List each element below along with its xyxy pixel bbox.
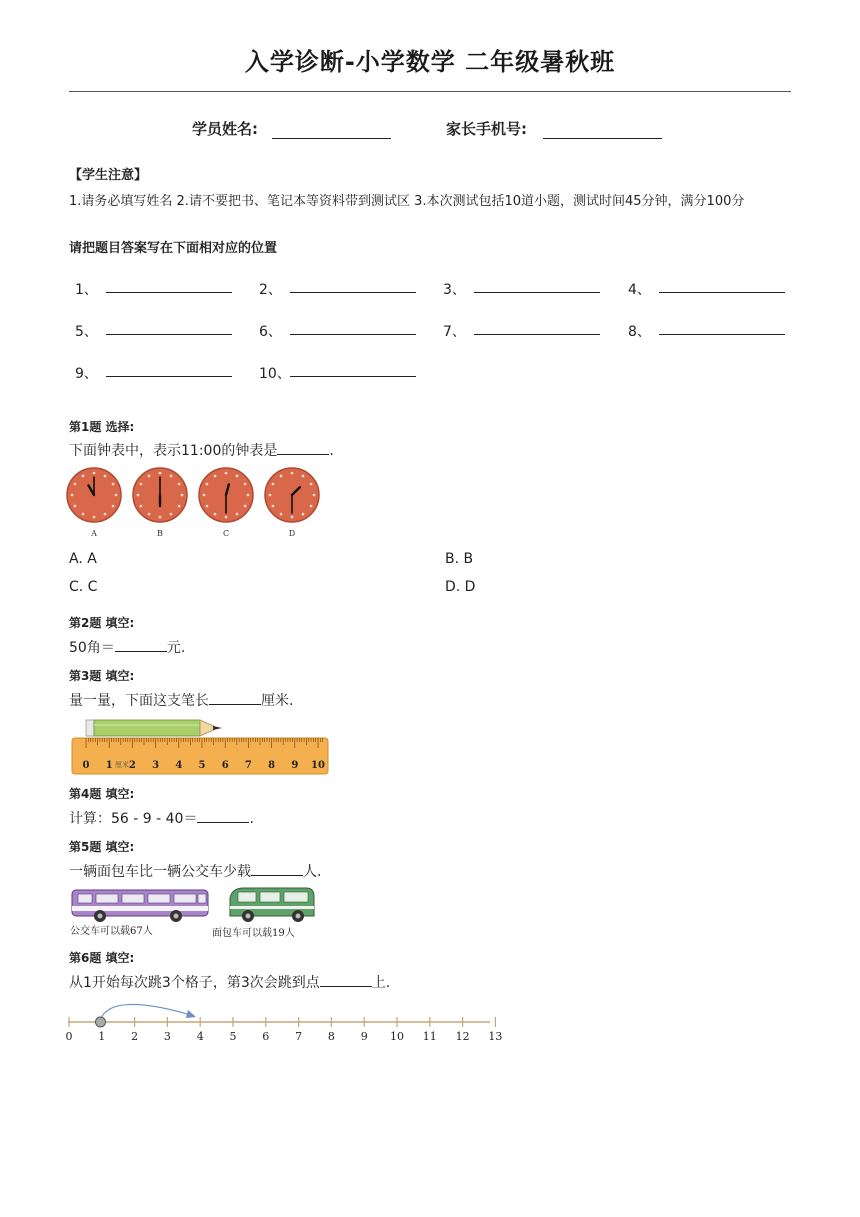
question-4-heading: 第4题 填空: (69, 787, 135, 801)
number-line-label: 7 (295, 1030, 303, 1043)
clock-mark (170, 513, 173, 516)
clock-mark (140, 505, 143, 508)
number-line-label: 4 (196, 1030, 204, 1043)
page-title: 入学诊断-小学数学 二年级暑秋班 (244, 48, 616, 76)
question-3-text: 量一量，下面这支笔长 厘米. (69, 690, 293, 710)
question-3-heading: 第3题 填空: (69, 669, 135, 683)
ruler-label: 1 (105, 760, 113, 771)
answer-label: 7、 (443, 324, 466, 340)
clock-mark (280, 513, 283, 516)
clock-mark (302, 475, 305, 478)
answer-field[interactable] (290, 292, 416, 293)
clock-mark (236, 513, 239, 516)
van-image (230, 888, 314, 922)
blank (251, 861, 303, 876)
clock-mark (291, 516, 294, 519)
question-5-heading: 第5题 填空: (69, 840, 135, 854)
answer-sheet-heading: 请把题目答案写在下面相对应的位置 (69, 241, 278, 256)
student-name-label: 学员姓名: (192, 120, 258, 138)
blank (320, 972, 372, 987)
answer-label: 4、 (628, 282, 651, 298)
bus-caption: 公交车可以载67人 (70, 926, 153, 937)
number-line-label: 2 (131, 1030, 139, 1043)
blank (197, 808, 249, 823)
ruler-label: 2 (128, 760, 136, 771)
ruler-label: 8 (268, 760, 276, 771)
clock-mark (115, 494, 118, 497)
clock-mark (244, 505, 247, 508)
ruler-label: 5 (198, 760, 206, 771)
number-line-label: 11 (422, 1030, 437, 1043)
answer-label: 3、 (443, 282, 466, 298)
ruler-label: 7 (244, 760, 252, 771)
option-c[interactable]: C. C (69, 579, 98, 595)
blank (209, 690, 261, 705)
answer-field[interactable] (290, 376, 416, 377)
question-1-heading: 第1题 选择: (69, 420, 135, 434)
clock-mark (178, 505, 181, 508)
clock-mark (74, 483, 77, 486)
number-line-label: 8 (327, 1030, 335, 1043)
question-1-text: 下面钟表中，表示11:00的钟表是 . (69, 440, 334, 460)
ruler-label: 10 (311, 760, 325, 771)
title-divider (69, 91, 791, 92)
van-caption: 面包车可以载19人 (212, 928, 295, 939)
question-5-text: 一辆面包车比一辆公交车少载 人. (69, 861, 321, 881)
number-line-label: 9 (360, 1030, 368, 1043)
clock-images (66, 464, 330, 542)
clock-mark (140, 483, 143, 486)
clock-label: D (288, 529, 296, 538)
clock-mark (291, 472, 294, 475)
clock-mark (148, 513, 151, 516)
clock-label: B (157, 529, 163, 538)
number-line-label: 3 (163, 1030, 171, 1043)
pencil-image (86, 720, 222, 736)
blank (277, 440, 329, 455)
clock-mark (148, 475, 151, 478)
answer-label: 6、 (259, 324, 282, 340)
clock-mark (82, 475, 85, 478)
question-4-text: 计算：56 - 9 - 40＝ . (69, 808, 254, 828)
clock-mark (112, 483, 115, 486)
ruler-label: 3 (152, 760, 160, 771)
clock-mark (93, 472, 96, 475)
answer-field[interactable] (106, 376, 232, 377)
number-line-label: 10 (390, 1030, 404, 1043)
clock-mark (280, 475, 283, 478)
number-line-label: 0 (65, 1030, 73, 1043)
answer-field[interactable] (474, 334, 600, 335)
blank (115, 637, 167, 652)
number-line-label: 5 (229, 1030, 237, 1043)
clock-mark (269, 494, 272, 497)
question-2-text: 50角＝ 元. (69, 637, 185, 657)
parent-phone-label: 家长手机号: (446, 120, 527, 138)
start-point-icon (96, 1017, 106, 1027)
clock-mark (137, 494, 140, 497)
clock-mark (181, 494, 184, 497)
notice-heading: 【学生注意】 (69, 168, 148, 183)
clock-mark (225, 472, 228, 475)
clock-mark (104, 475, 107, 478)
ruler-label: 9 (291, 760, 299, 771)
arrow-head-icon (186, 1010, 196, 1018)
parent-phone-field[interactable] (543, 138, 662, 139)
clock-mark (244, 483, 247, 486)
question-6-text: 从1开始每次跳3个格子，第3次会跳到点 上. (69, 972, 390, 992)
clock-mark (310, 483, 313, 486)
clock-mark (247, 494, 250, 497)
vehicles-image (66, 884, 330, 940)
number-line-label: 6 (262, 1030, 270, 1043)
clock-mark (159, 472, 162, 475)
student-name-field[interactable] (272, 138, 391, 139)
number-line-label: 13 (488, 1030, 503, 1043)
answer-label: 1、 (75, 282, 98, 298)
answer-field[interactable] (659, 334, 785, 335)
ruler-label: 6 (221, 760, 229, 771)
clock-mark (272, 505, 275, 508)
answer-label: 8、 (628, 324, 651, 340)
clock-mark (310, 505, 313, 508)
question-6-heading: 第6题 填空: (69, 951, 135, 965)
answer-field[interactable] (106, 334, 232, 335)
clock-label: A (91, 529, 97, 538)
clock-mark (74, 505, 77, 508)
notice-text: 1.请务必填写姓名 2.请不要把书、笔记本等资料带到测试区 3.本次测试包括10道小题，测试时间45分钟，满分100分 (69, 194, 745, 209)
clock-mark (71, 494, 74, 497)
number-line-image (62, 996, 503, 1046)
clock-mark (236, 475, 239, 478)
question-2-heading: 第2题 填空: (69, 616, 135, 630)
answer-label: 10、 (259, 366, 291, 382)
clock-mark (206, 483, 209, 486)
number-line-label: 12 (455, 1030, 470, 1043)
option-a[interactable]: A. A (69, 551, 97, 567)
clock-mark (82, 513, 85, 516)
clock-mark (272, 483, 275, 486)
clock-mark (93, 516, 96, 519)
ruler-label: 4 (175, 760, 183, 771)
clock-mark (214, 475, 217, 478)
answer-field[interactable] (290, 334, 416, 335)
pencil-ruler-image (70, 716, 332, 776)
ruler-unit-label: 厘米 (115, 761, 129, 769)
answer-label: 5、 (75, 324, 98, 340)
answer-label: 2、 (259, 282, 282, 298)
answer-field[interactable] (474, 292, 600, 293)
clock-mark (206, 505, 209, 508)
clock-mark (313, 494, 316, 497)
clock-mark (170, 475, 173, 478)
option-d[interactable]: D. D (445, 579, 476, 595)
clock-mark (112, 505, 115, 508)
answer-label: 9、 (75, 366, 98, 382)
answer-field[interactable] (659, 292, 785, 293)
clock-label: C (222, 529, 230, 538)
clock-mark (178, 483, 181, 486)
ruler-label: 0 (82, 760, 90, 771)
option-b[interactable]: B. B (445, 551, 474, 567)
jump-arrow (101, 1004, 194, 1018)
number-line-label: 1 (98, 1030, 106, 1043)
clock-mark (225, 516, 228, 519)
clock-mark (302, 513, 305, 516)
clock-mark (214, 513, 217, 516)
clock-mark (203, 494, 206, 497)
clock-mark (159, 516, 162, 519)
answer-field[interactable] (106, 292, 232, 293)
clock-mark (104, 513, 107, 516)
bus-image (72, 890, 208, 922)
